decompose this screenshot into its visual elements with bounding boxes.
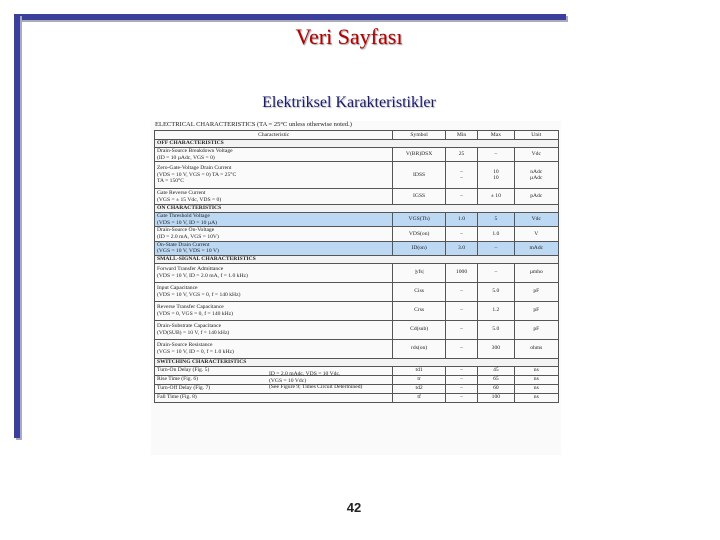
cell-max: 100	[478, 393, 514, 402]
cell-symbol: td1	[393, 366, 446, 375]
table-row	[155, 282, 559, 301]
page-number: 42	[346, 500, 362, 515]
cell-min: –	[445, 384, 477, 393]
cell-max: 60	[478, 384, 514, 393]
cell-unit: Vdc	[514, 213, 558, 227]
electrical-characteristics-table	[154, 130, 559, 403]
cell-unit: ns	[514, 366, 558, 375]
slide-frame-left	[14, 14, 20, 438]
cell-symbol: ID(on)	[393, 241, 446, 255]
cell-min: 1000	[445, 263, 477, 282]
cell-max: 300	[478, 339, 514, 358]
cell-characteristic: Forward Transfer Admittance (VDS = 10 V, ID = 2.0 mA, f = 1.0 kHz)	[155, 263, 393, 282]
cell-unit: pF	[514, 320, 558, 339]
slide-title: Veri Sayfası	[295, 24, 403, 49]
table-row	[155, 393, 559, 402]
cell-symbol: Cd(sub)	[393, 320, 446, 339]
cell-symbol: tf	[393, 393, 446, 402]
cell-symbol: V(BR)DSX	[393, 148, 446, 162]
cell-characteristic: Turn-On Delay (Fig. 5)	[155, 366, 393, 375]
cell-min: –	[445, 189, 477, 205]
cell-characteristic: Input Capacitance (VDS = 10 V, VGS = 0, f = 140 kHz)	[155, 282, 393, 301]
slide-frame-top	[14, 14, 566, 20]
cell-symbol: IGSS	[393, 189, 446, 205]
cell-max: –	[478, 241, 514, 255]
cell-symbol: td2	[393, 384, 446, 393]
cell-characteristic: Drain-Source Resistance (VGS = 10 V, ID = 0, f = 1.0 kHz)	[155, 339, 393, 358]
cell-symbol: VDS(on)	[393, 227, 446, 241]
cell-unit: ns	[514, 384, 558, 393]
table-row	[155, 301, 559, 320]
cell-max: 1.2	[478, 301, 514, 320]
cell-characteristic: Turn-Off Delay (Fig. 7)	[155, 384, 393, 393]
cell-max: –	[478, 148, 514, 162]
cell-symbol: |yfs|	[393, 263, 446, 282]
section-title: SWITCHING CHARACTERISTICS	[155, 358, 559, 366]
header-min: Min	[445, 131, 477, 140]
table-row	[155, 320, 559, 339]
cell-max: 65	[478, 375, 514, 384]
cell-characteristic: Gate Reverse Current (VGS = ± 15 Vdc, VDS = 0)	[155, 189, 393, 205]
datasheet-image	[151, 121, 561, 455]
cell-unit: mAdc	[514, 241, 558, 255]
section-header-row	[155, 255, 559, 263]
cell-max: ± 10	[478, 189, 514, 205]
cell-unit: pAdc	[514, 189, 558, 205]
cell-unit: ns	[514, 393, 558, 402]
cell-min: –	[445, 301, 477, 320]
cell-symbol: IDSS	[393, 162, 446, 189]
cell-max: 5.0	[478, 282, 514, 301]
header-characteristic: Characteristic	[155, 131, 393, 140]
table-row	[155, 148, 559, 162]
cell-unit: ohms	[514, 339, 558, 358]
datasheet-caption: ELECTRICAL CHARACTERISTICS (TA = 25°C unless otherwise noted.)	[155, 121, 352, 128]
header-max: Max	[478, 131, 514, 140]
section-header-row	[155, 358, 559, 366]
cell-max: 45	[478, 366, 514, 375]
cell-min: 25	[445, 148, 477, 162]
cell-unit: V	[514, 227, 558, 241]
cell-characteristic: Drain-Source Breakdown Voltage (ID = 10 µAdc, VGS = 0)	[155, 148, 393, 162]
cell-symbol: tr	[393, 375, 446, 384]
cell-max: 5.0	[478, 320, 514, 339]
cell-symbol: VGS(Th)	[393, 213, 446, 227]
cell-min: –	[445, 339, 477, 358]
table-row	[155, 213, 559, 227]
table-row	[155, 241, 559, 255]
table-row	[155, 263, 559, 282]
section-title: ON CHARACTERISTICS	[155, 205, 559, 213]
cell-min: –	[445, 320, 477, 339]
cell-unit: pF	[514, 301, 558, 320]
header-unit: Unit	[514, 131, 558, 140]
section-header-row	[155, 205, 559, 213]
cell-unit: Vdc	[514, 148, 558, 162]
cell-unit: pF	[514, 282, 558, 301]
cell-min: 1.0	[445, 213, 477, 227]
cell-min: –	[445, 366, 477, 375]
table-row	[155, 339, 559, 358]
table-row	[155, 227, 559, 241]
cell-characteristic: Zero-Gate-Voltage Drain Current (VDS = 10 V, VGS = 0) TA = 25°C TA = 150°C	[155, 162, 393, 189]
cell-characteristic: Fall Time (Fig. 8)	[155, 393, 393, 402]
cell-min: –	[445, 393, 477, 402]
table-header-row	[155, 131, 559, 140]
cell-max: –	[478, 263, 514, 282]
cell-unit: ns	[514, 375, 558, 384]
cell-min: – –	[445, 162, 477, 189]
cell-max: 5	[478, 213, 514, 227]
cell-symbol: Crss	[393, 301, 446, 320]
slide-subtitle: Elektriksel Karakteristikler	[262, 94, 436, 111]
cell-unit: nAdc µAdc	[514, 162, 558, 189]
cell-characteristic: Rise Time (Fig. 6)	[155, 375, 393, 384]
cell-min: –	[445, 227, 477, 241]
cell-max: 10 10	[478, 162, 514, 189]
cell-characteristic: Gate Threshold Voltage (VDS = 10 V, ID = 10 µA)	[155, 213, 393, 227]
cell-characteristic: Drain-Source On-Voltage (ID = 2.0 mA, VGS = 10V)	[155, 227, 393, 241]
cell-min: –	[445, 282, 477, 301]
switching-conditions: ID = 2.0 mAdc, VDS = 10 Vdc, (VGS = 10 Vdc) (See Figure 9; Times Circuit Determined)	[269, 371, 363, 391]
table-row	[155, 189, 559, 205]
cell-min: 3.0	[445, 241, 477, 255]
cell-min: –	[445, 375, 477, 384]
cell-max: 1.0	[478, 227, 514, 241]
cell-characteristic: On-State Drain Current (VGS = 10 V, VDS = 10 V)	[155, 241, 393, 255]
cell-symbol: rds(on)	[393, 339, 446, 358]
table-row	[155, 162, 559, 189]
cell-unit: µmho	[514, 263, 558, 282]
section-header-row	[155, 140, 559, 148]
cell-characteristic: Drain-Substrate Capacitance (VD(SUB) = 10 V, f = 140 kHz)	[155, 320, 393, 339]
header-symbol: Symbol	[393, 131, 446, 140]
cell-symbol: Ciss	[393, 282, 446, 301]
table-body	[155, 140, 559, 403]
section-title: OFF CHARACTERISTICS	[155, 140, 559, 148]
section-title: SMALL-SIGNAL CHARACTERISTICS	[155, 255, 559, 263]
cell-characteristic: Reverse Transfer Capacitance (VDS = 0, VGS = 0, f = 140 kHz)	[155, 301, 393, 320]
